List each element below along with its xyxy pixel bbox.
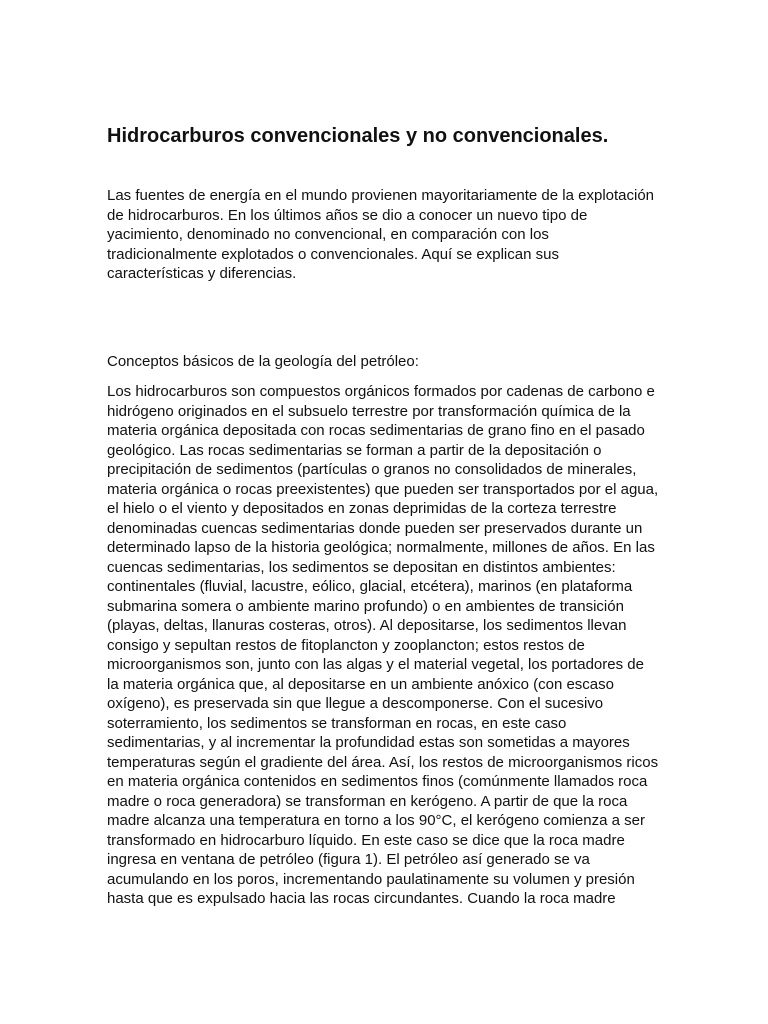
- body-line: oxígeno), es preservada sin que llegue a descomponerse. Con el sucesivo: [107, 695, 604, 712]
- body-line: submarina somera o ambiente marino profundo) o en ambientes de transición: [107, 597, 624, 615]
- body-paragraph: [107, 382, 667, 909]
- body-line: precipitación de sedimentos (partículas o granos no consolidados de minerales,: [107, 461, 637, 478]
- intro-line: tradicionalmente explotados o convencionales. Aquí se explican sus: [107, 245, 559, 263]
- body-line: (playas, deltas, llanuras costeras, otros). Al depositarse, los sedimentos llevan: [107, 617, 627, 634]
- body-line: geológico. Las rocas sedimentarias se forman a partir de la depositación o: [107, 441, 602, 459]
- body-line: microorganismos son, junto con las algas y el material vegetal, los portadores de: [107, 656, 644, 673]
- body-line: consigo y sepultan restos de fitoplancton y zooplancton; estos restos de: [107, 636, 585, 654]
- body-line: acumulando en los poros, incrementando paulatinamente su volumen y presión: [107, 870, 635, 888]
- intro-line: yacimiento, denominado no convencional, en comparación con los: [107, 226, 549, 243]
- body-line: madre alcanza una temperatura en torno a los 90°C, el kerógeno comienza a ser: [107, 812, 645, 829]
- body-line: materia orgánica depositada con rocas sedimentarias de grano fino en el pasado: [107, 422, 645, 439]
- body-line: transformado en hidrocarburo líquido. En este caso se dice que la roca madre: [107, 831, 625, 849]
- body-line: cuencas sedimentarias, los sedimentos se depositan en distintos ambientes:: [107, 558, 616, 576]
- body-line: soterramiento, los sedimentos se transforman en rocas, en este caso: [107, 714, 567, 732]
- document-title: Hidrocarburos convencionales y no convencionales.: [107, 125, 609, 147]
- body-line: la materia orgánica que, al depositarse en un ambiente anóxico (con escaso: [107, 675, 614, 693]
- body-line: Los hidrocarburos son compuestos orgánicos formados por cadenas de carbono e: [107, 383, 655, 400]
- intro-line: características y diferencias.: [107, 265, 297, 282]
- intro-line: de hidrocarburos. En los últimos años se dio a conocer un nuevo tipo de: [107, 206, 588, 224]
- intro-line: Las fuentes de energía en el mundo provienen mayoritariamente de la explotación: [107, 187, 655, 204]
- body-line: hidrógeno originados en el subsuelo terrestre por transformación química de la: [107, 402, 631, 420]
- body-line: el hielo o el viento y depositados en zonas deprimidas de la corteza terrestre: [107, 500, 617, 517]
- body-line: madre o roca generadora) se transforman en kerógeno. A partir de que la roca: [107, 792, 628, 810]
- body-line: en materia orgánica contenidos en sedimentos finos (comúnmente llamados roca: [107, 773, 648, 790]
- body-line: materia orgánica o rocas preexistentes) que pueden ser transportados por el agua,: [107, 480, 659, 498]
- section-heading: Conceptos básicos de la geología del petróleo:: [107, 353, 419, 370]
- body-line: denominadas cuencas sedimentarias donde pueden ser preservados durante un: [107, 519, 643, 537]
- body-line: sedimentarias, y al incrementar la profundidad estas son sometidas a mayores: [107, 734, 630, 751]
- intro-paragraph: [107, 186, 667, 284]
- body-line: determinado lapso de la historia geológica; normalmente, millones de años. En las: [107, 539, 655, 556]
- body-line: ingresa en ventana de petróleo (figura 1). El petróleo así generado se va: [107, 851, 590, 868]
- body-line: hasta que es expulsado hacia las rocas circundantes. Cuando la roca madre: [107, 890, 616, 907]
- body-line: temperaturas según el gradiente del área. Así, los restos de microorganismos ricos: [107, 753, 659, 771]
- body-line: continentales (fluvial, lacustre, eólico, glacial, etcétera), marinos (en plataforma: [107, 578, 633, 595]
